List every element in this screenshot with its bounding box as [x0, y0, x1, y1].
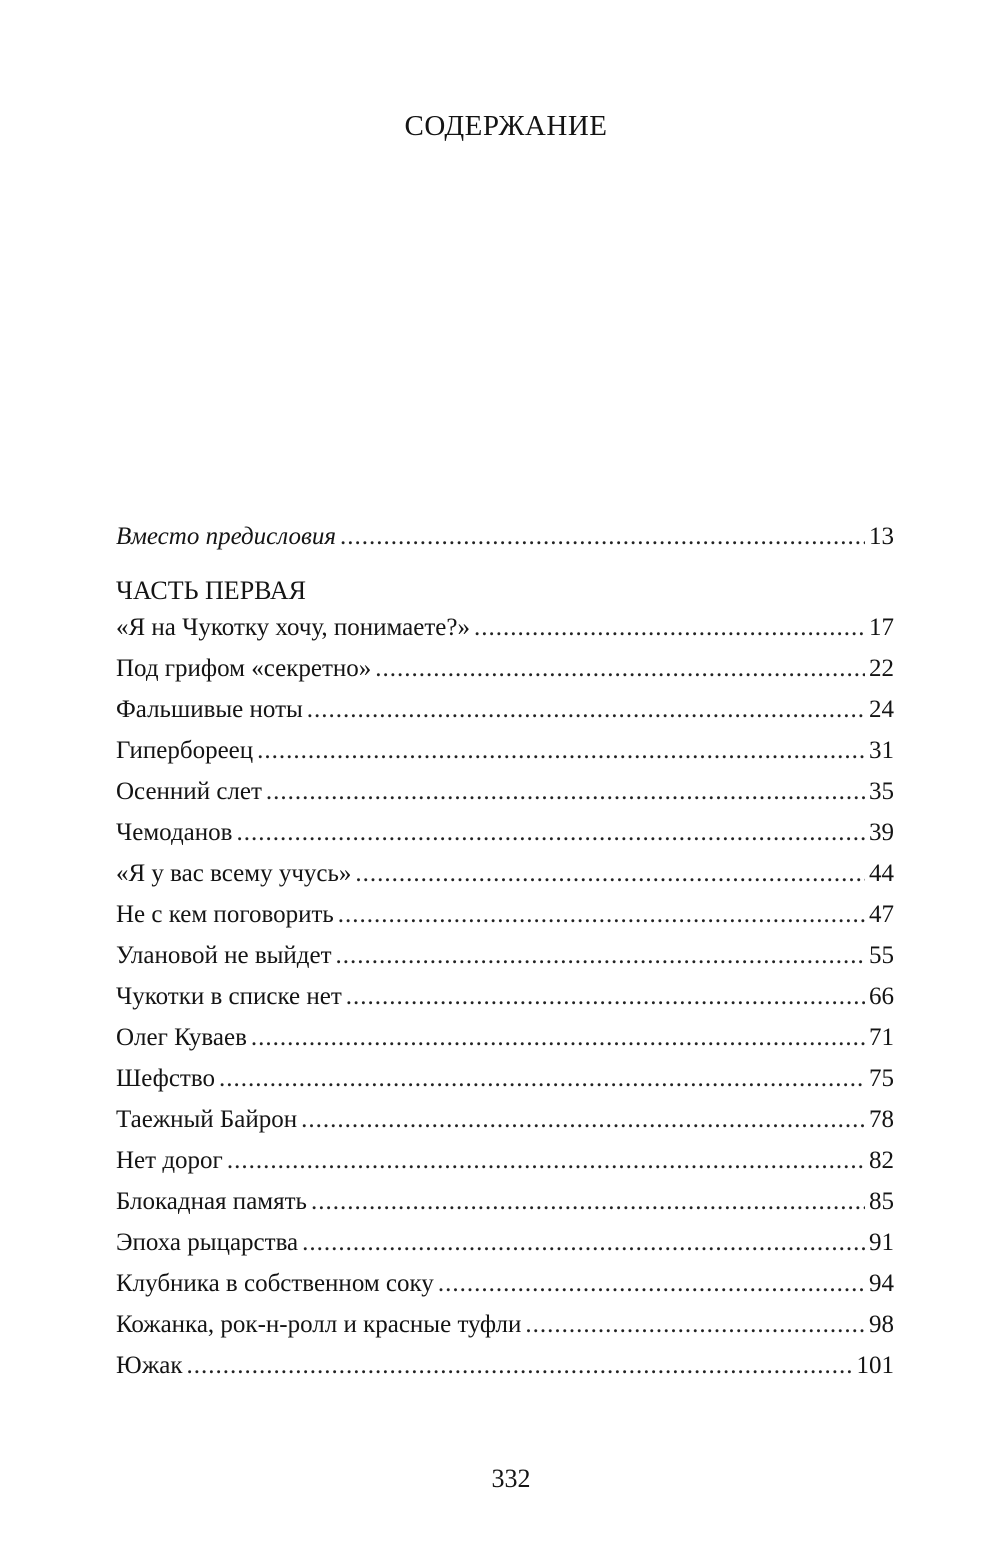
toc-entry-page: 85	[869, 1188, 894, 1215]
toc-entry-page: 78	[869, 1106, 894, 1133]
toc-entry-label: Блокадная память	[116, 1188, 307, 1215]
toc-entry-label: Клубника в собственном соку	[116, 1270, 434, 1297]
toc-entry[interactable]	[116, 1188, 894, 1229]
toc-entry-page: 71	[869, 1024, 894, 1051]
toc-entry-page: 101	[856, 1352, 894, 1379]
toc-entry[interactable]	[116, 1106, 894, 1147]
dot-leader	[375, 655, 865, 683]
dot-leader	[236, 819, 865, 847]
dot-leader	[338, 901, 865, 929]
toc-entry[interactable]	[116, 1065, 894, 1106]
dot-leader	[474, 614, 865, 642]
toc-entry-label: «Я у вас всему учусь»	[116, 860, 352, 887]
dot-leader	[525, 1311, 865, 1339]
page-title: СОДЕРЖАНИЕ	[404, 110, 608, 142]
toc-entry[interactable]	[116, 983, 894, 1024]
toc-entry-label: Таежный Байрон	[116, 1106, 298, 1133]
toc-entry-label: Эпоха рыцарства	[116, 1229, 299, 1256]
toc-entry-page: 39	[869, 819, 894, 846]
toc-entry-preface[interactable]	[116, 523, 894, 564]
table-of-contents	[116, 523, 894, 1393]
toc-entry-label: Шефство	[116, 1065, 215, 1092]
dot-leader	[219, 1065, 865, 1093]
toc-entry-page: 17	[869, 614, 894, 641]
toc-entry[interactable]	[116, 1229, 894, 1270]
toc-entry-label: Фальшивые ноты	[116, 696, 303, 723]
toc-entry[interactable]	[116, 860, 894, 901]
dot-leader	[311, 1188, 865, 1216]
toc-entry-label: Чукотки в списке нет	[116, 983, 342, 1010]
toc-entry[interactable]	[116, 1352, 894, 1393]
dot-leader	[257, 737, 865, 765]
toc-entry-label: Осенний слет	[116, 778, 262, 805]
toc-entry[interactable]	[116, 614, 894, 655]
toc-entry[interactable]	[116, 1024, 894, 1065]
toc-entry[interactable]	[116, 1311, 894, 1352]
toc-entry[interactable]	[116, 1270, 894, 1311]
toc-entry-label: Южак	[116, 1352, 183, 1379]
dot-leader	[302, 1229, 865, 1257]
toc-entry-page: 22	[869, 655, 894, 682]
toc-entry[interactable]	[116, 737, 894, 778]
toc-entry-page: 24	[869, 696, 894, 723]
toc-entry-page: 98	[869, 1311, 894, 1338]
toc-entry-page: 75	[869, 1065, 894, 1092]
toc-entry[interactable]	[116, 1147, 894, 1188]
dot-leader	[251, 1024, 865, 1052]
dot-leader	[346, 983, 865, 1011]
toc-entry-page: 91	[869, 1229, 894, 1256]
dot-leader	[340, 523, 865, 551]
toc-entry-label: Не с кем поговорить	[116, 901, 334, 928]
toc-entry-page: 47	[869, 901, 894, 928]
part-heading: ЧАСТЬ ПЕРВАЯ	[116, 576, 306, 605]
toc-entry[interactable]	[116, 655, 894, 696]
toc-entry[interactable]	[116, 942, 894, 983]
toc-entry-label: Олег Куваев	[116, 1024, 247, 1051]
dot-leader	[187, 1352, 853, 1380]
toc-entry-label: Чемоданов	[116, 819, 233, 846]
dot-leader	[355, 860, 865, 888]
dot-leader	[438, 1270, 865, 1298]
toc-entry-page: 13	[869, 523, 894, 550]
toc-entry-label: Гиперборeeц	[116, 737, 254, 764]
toc-entry-page: 35	[869, 778, 894, 805]
toc-entry-page: 66	[869, 983, 894, 1010]
toc-entry[interactable]	[116, 901, 894, 942]
toc-entry-label: Нет дорог	[116, 1147, 223, 1174]
toc-entry-page: 82	[869, 1147, 894, 1174]
dot-leader	[227, 1147, 865, 1175]
toc-entry[interactable]	[116, 696, 894, 737]
dot-leader	[301, 1106, 865, 1134]
dot-leader	[336, 942, 865, 970]
toc-entry-page: 44	[869, 860, 894, 887]
toc-entry-page: 31	[869, 737, 894, 764]
dot-leader	[307, 696, 865, 724]
toc-entry[interactable]	[116, 819, 894, 860]
page-number: 332	[491, 1464, 531, 1493]
dot-leader	[266, 778, 865, 806]
toc-entry-label: Вместо предисловия	[116, 523, 336, 550]
toc-entry-label: Улановой не выйдет	[116, 942, 332, 969]
toc-entry[interactable]	[116, 778, 894, 819]
toc-entry-label: «Я на Чукотку хочу, понимаете?»	[116, 614, 470, 641]
toc-entry-label: Под грифом «секретно»	[116, 655, 372, 682]
toc-entry-page: 55	[869, 942, 894, 969]
toc-entry-page: 94	[869, 1270, 894, 1297]
toc-entry-label: Кожанка, рок-н-ролл и красные туфли	[116, 1311, 522, 1338]
